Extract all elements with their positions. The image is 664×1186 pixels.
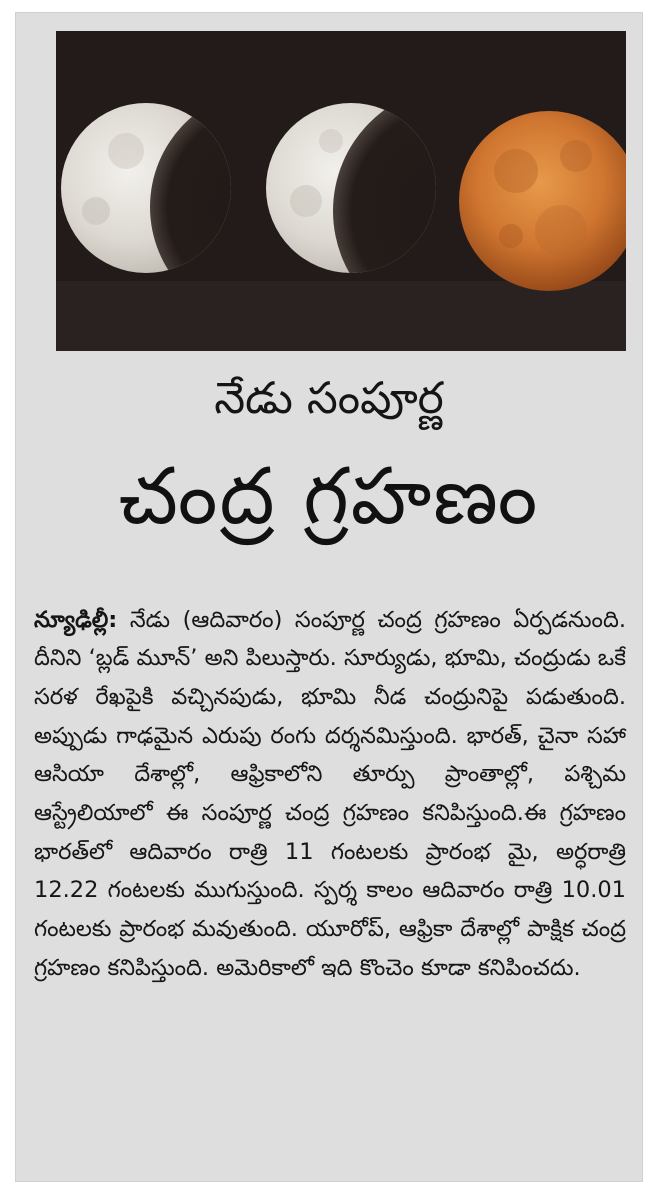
article-body <box>34 601 626 988</box>
lunar-eclipse-sequence-image <box>56 31 626 351</box>
lunar-eclipse-photo <box>56 31 626 351</box>
article-text: నేడు (ఆదివారం) సంపూర్ణ చంద్ర గ్రహణం ఏర్పడనుంది. దీనిని ‘బ్లడ్ మూన్’ అని పిలుస్తారు. సూర్యుడు, భూమి, చంద్రుడు ఒకే సరళ రేఖపైకి వచ్చినపుడు, భూమి నీడ చంద్రునిపై పడుతుంది. అప్పుడు గాఢమైన ఎరుపు రంగు దర్శనమిస్తుంది. భారత్, చైనా సహా ఆసియా దేశాల్లో, ఆఫ్రికాలోని తూర్పు ప్రాంతాల్లో, పశ్చిమ ఆస్ట్రేలియాలో ఈ సంపూర్ణ చంద్ర గ్రహణం కనిపిస్తుంది.ఈ గ్రహణం భారత్‌లో ఆదివారం రాత్రి 11 గంటలకు ప్రారంభ మై, అర్ధరాత్రి 12.22 గంటలకు ముగుస్తుంది. స్పర్శ కాలం ఆదివారం రాత్రి 10.01 గంటలకు ప్రారంభ మవుతుంది. యూరోప్, ఆఫ్రికా దేశాల్లో పాక్షిక చంద్ర గ్రహణం కనిపిస్తుంది. అమెరికాలో ఇది కొంచెం కూడా కనిపించదు. <box>34 606 626 981</box>
news-clipping <box>15 12 643 1182</box>
headline-line-1: నేడు సంపూర్ణ <box>214 373 444 424</box>
headline-line-2: చంద్ర గ్రహణం <box>118 452 540 542</box>
dateline: న్యూఢిల్లీ: <box>34 606 118 633</box>
